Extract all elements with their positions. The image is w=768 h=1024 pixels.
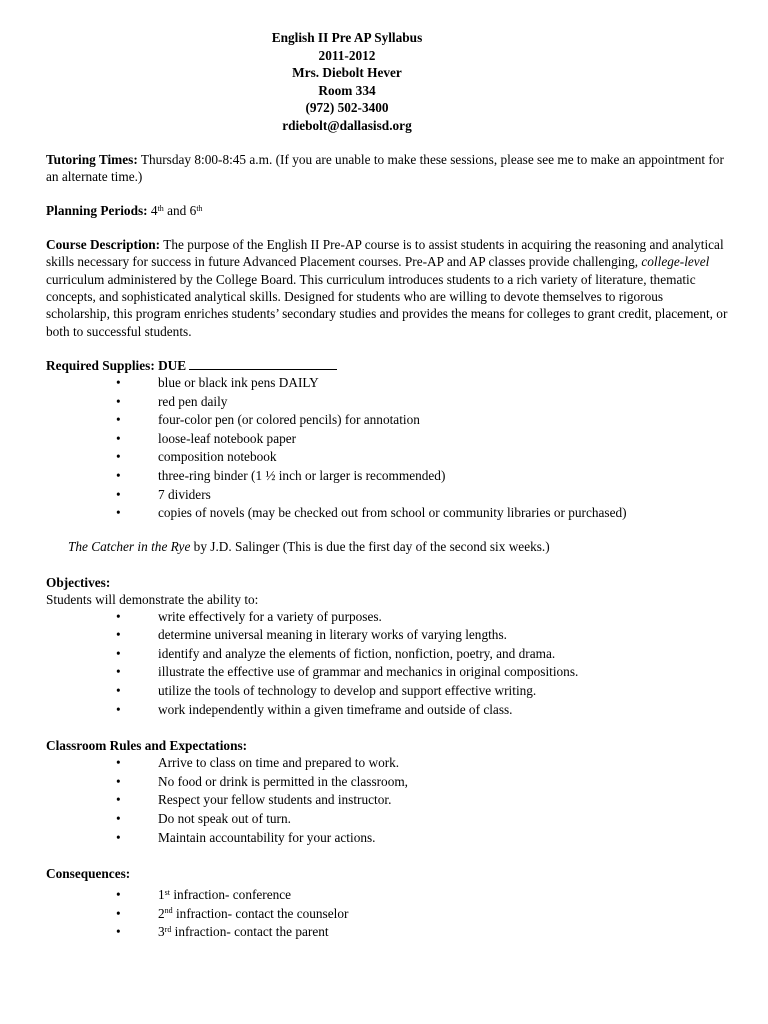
bullet-icon: • bbox=[116, 608, 121, 624]
list-item: • No food or drink is permitted in the classroom, bbox=[46, 773, 728, 792]
list-item: • illustrate the effective use of grammar and mechanics in original compositions. bbox=[46, 663, 728, 682]
list-item: • red pen daily bbox=[46, 393, 728, 412]
bullet-icon: • bbox=[116, 811, 121, 827]
bullet-icon: • bbox=[116, 374, 121, 390]
bullet-icon: • bbox=[116, 773, 121, 789]
list-item: • Maintain accountability for your actions. bbox=[46, 829, 728, 848]
school-year: 2011-2012 bbox=[318, 47, 376, 63]
due-date-blank bbox=[189, 357, 337, 370]
supplies-label: Required Supplies: DUE bbox=[46, 357, 187, 373]
list-item: • write effectively for a variety of purposes. bbox=[46, 608, 728, 627]
bullet-icon: • bbox=[116, 449, 121, 465]
list-item: • blue or black ink pens DAILY bbox=[46, 374, 728, 393]
rules-list bbox=[46, 754, 728, 847]
objectives-intro: Students will demonstrate the ability to: bbox=[46, 591, 259, 607]
list-item: • Do not speak out of turn. bbox=[46, 810, 728, 829]
bullet-icon: • bbox=[116, 887, 121, 903]
bullet-icon: • bbox=[116, 505, 121, 521]
course-label: Course Description: bbox=[46, 237, 161, 253]
list-item: • 7 dividers bbox=[46, 486, 728, 505]
phone-number: (972) 502-3400 bbox=[305, 100, 389, 116]
tutoring-text: Thursday 8:00-8:45 a.m. (If you are unable to make these sessions, please see me to make an appointment for an alternate time.) bbox=[46, 151, 724, 184]
list-item: • loose-leaf notebook paper bbox=[46, 430, 728, 449]
teacher-name: Mrs. Diebolt Hever bbox=[292, 65, 402, 81]
tutoring-times bbox=[46, 151, 728, 186]
list-item: • 2nd infraction- contact the counselor bbox=[46, 905, 728, 924]
bullet-icon: • bbox=[116, 430, 121, 446]
bullet-icon: • bbox=[116, 792, 121, 808]
course-text-a: The purpose of the English II Pre-AP course is to assist students in acquiring the reasoning and analytical skills necessary for success in future Advanced Placement courses. Pre-AP and AP classes provide challenging, bbox=[46, 237, 724, 270]
bullet-icon: • bbox=[116, 905, 121, 921]
list-item: • work independently within a given timeframe and outside of class. bbox=[46, 701, 728, 720]
supplies-heading bbox=[46, 357, 728, 374]
bullet-icon: • bbox=[116, 627, 121, 643]
tutoring-label: Tutoring Times: bbox=[46, 151, 138, 167]
list-item: • utilize the tools of technology to develop and support effective writing. bbox=[46, 682, 728, 701]
list-item: • composition notebook bbox=[46, 448, 728, 467]
course-text-b: curriculum administered by the College Board. This curriculum introduces students to a rich variety of literature, thematic concepts, and sophisticated analytical skills. Designed for students who are willing to devote themselves to rigorous scholarship, this program enriches students’ secondary studies and provides the means for colleges to grant credit, placement, or both to successful students. bbox=[46, 271, 728, 339]
novel-title: The Catcher in the Rye bbox=[68, 538, 191, 554]
bullet-icon: • bbox=[116, 829, 121, 845]
bullet-icon: • bbox=[116, 412, 121, 428]
bullet-icon: • bbox=[116, 701, 121, 717]
planning-p1: 4 bbox=[147, 203, 158, 219]
objectives-list bbox=[46, 608, 728, 720]
bullet-icon: • bbox=[116, 645, 121, 661]
list-item: • three-ring binder (1 ½ inch or larger is recommended) bbox=[46, 467, 728, 486]
bullet-icon: • bbox=[116, 755, 121, 771]
list-item: • Respect your fellow students and instructor. bbox=[46, 791, 728, 810]
bullet-icon: • bbox=[116, 393, 121, 409]
list-item: • copies of novels (may be checked out from school or community libraries or purchased) bbox=[46, 504, 728, 523]
syllabus-header bbox=[0, 29, 728, 135]
consequences-list bbox=[46, 886, 728, 942]
bullet-icon: • bbox=[116, 467, 121, 483]
room-number: Room 334 bbox=[318, 82, 376, 98]
planning-label: Planning Periods: bbox=[46, 203, 148, 219]
list-item: • four-color pen (or colored pencils) for annotation bbox=[46, 411, 728, 430]
planning-and: and 6 bbox=[163, 203, 197, 219]
bullet-icon: • bbox=[116, 664, 121, 680]
planning-p1-sup: th bbox=[157, 203, 164, 213]
course-description bbox=[46, 236, 728, 340]
list-item: • Arrive to class on time and prepared to work. bbox=[46, 754, 728, 773]
planning-p2-sup: th bbox=[196, 203, 203, 213]
course-text-italic: college-level bbox=[641, 254, 710, 270]
email-address[interactable]: rdiebolt@dallasisd.org bbox=[282, 117, 412, 133]
list-item: • identify and analyze the elements of fiction, nonfiction, poetry, and drama. bbox=[46, 645, 728, 664]
list-item: • determine universal meaning in literary works of varying lengths. bbox=[46, 626, 728, 645]
required-novel bbox=[46, 538, 728, 555]
planning-periods bbox=[46, 202, 728, 219]
objectives-heading: Objectives: bbox=[46, 574, 111, 590]
novel-text: by J.D. Salinger (This is due the first day of the second six weeks.) bbox=[190, 538, 550, 554]
consequences-heading: Consequences: bbox=[46, 866, 131, 882]
list-item: • 3rd infraction- contact the parent bbox=[46, 923, 728, 942]
list-item: • 1st infraction- conference bbox=[46, 886, 728, 905]
rules-heading: Classroom Rules and Expectations: bbox=[46, 738, 248, 754]
course-title: English II Pre AP Syllabus bbox=[271, 30, 423, 45]
bullet-icon: • bbox=[116, 924, 121, 940]
supplies-list bbox=[46, 374, 728, 523]
bullet-icon: • bbox=[116, 486, 121, 502]
bullet-icon: • bbox=[116, 683, 121, 699]
